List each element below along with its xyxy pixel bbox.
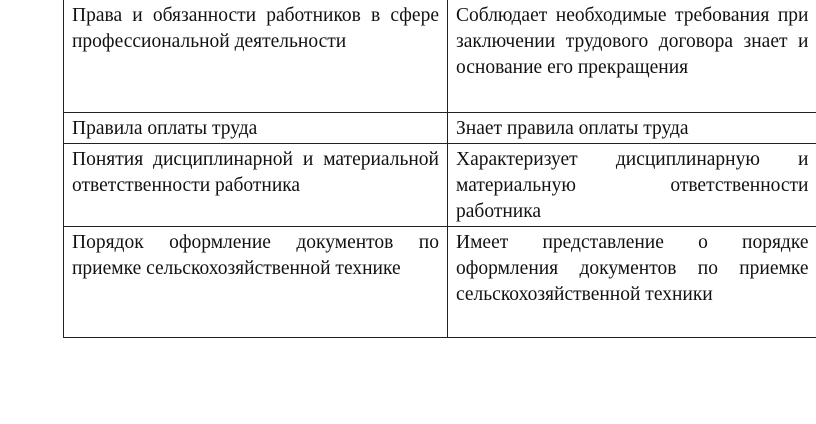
outcome-cell: Имеет представление о порядке оформления документов по приемке сельскохозяйственной техники [448, 227, 816, 338]
table-row [64, 227, 816, 338]
outcome-cell: Характеризует дисциплинарную и материальную ответственности работника [448, 144, 816, 227]
table-row [64, 113, 816, 144]
outcome-cell: Знает правила оплаты труда [448, 113, 816, 144]
topic-cell: Правила оплаты труда [64, 113, 448, 144]
competency-table [63, 0, 816, 338]
topic-cell: Понятия дисциплинарной и материальной ответственности работника [64, 144, 448, 227]
topic-cell: Порядок оформление документов по приемке сельскохозяйственной технике [64, 227, 448, 338]
table-row [64, 0, 816, 113]
table-row [64, 144, 816, 227]
topic-cell: Права и обязанности работников в сфере профессиональной деятельности [64, 0, 448, 113]
outcome-cell: Соблюдает необходимые требования при заключении трудового договора знает и основание его прекращения [448, 0, 816, 113]
